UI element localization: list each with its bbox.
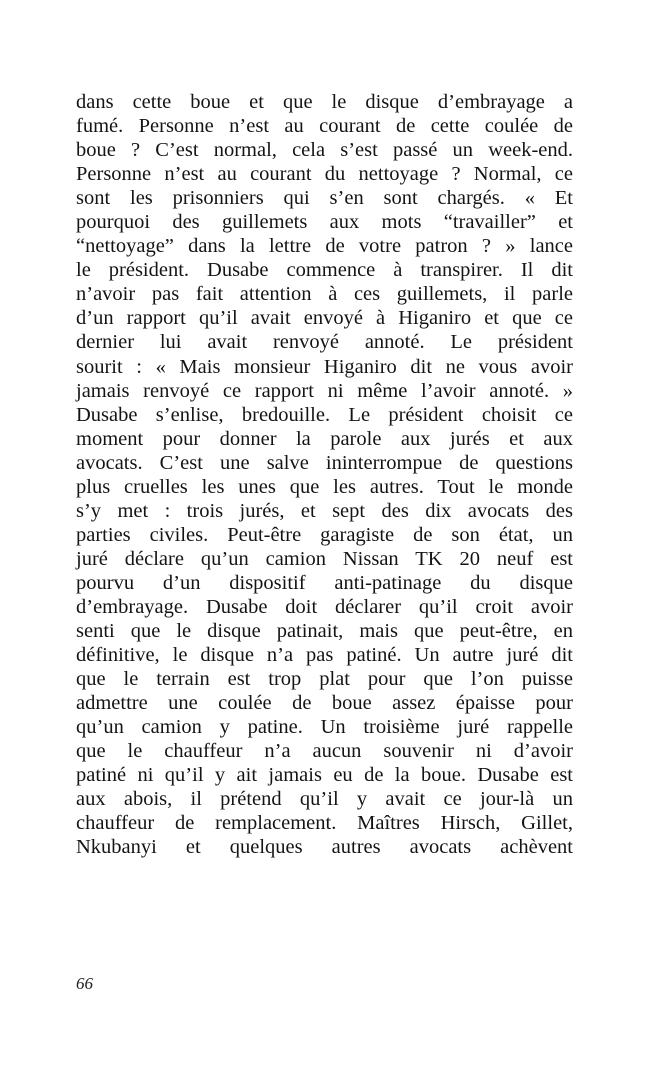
text-line: senti que le disque patinait, mais que peut-être, en [76, 620, 573, 643]
text-line: s’y met : trois jurés, et sept des dix avocats des [76, 499, 573, 522]
text-line: Personne n’est au courant du nettoyage ? Normal, ce [76, 163, 573, 186]
text-line: boue ? C’est normal, cela s’est passé un week-end. [76, 139, 573, 162]
text-line: jamais renvoyé ce rapport ni même l’avoir annoté. » [76, 379, 573, 402]
text-line: dans cette boue et que le disque d’embrayage a [76, 91, 573, 113]
text-line: Nkubanyi et quelques autres avocats achèvent [76, 836, 573, 859]
text-line: sourit : « Mais monsieur Higaniro dit ne vous avoir [76, 355, 573, 378]
text-line: juré déclare qu’un camion Nissan TK 20 neuf est [76, 547, 573, 570]
text-line: pourquoi des guillemets aux mots “travailler” et [76, 211, 573, 234]
text-line: plus cruelles les unes que les autres. Tout le monde [76, 475, 573, 498]
text-line: moment pour donner la parole aux jurés et aux [76, 427, 573, 450]
text-line: avocats. C’est une salve ininterrompue de questions [76, 451, 573, 474]
text-line: que le terrain est trop plat pour que l’on puisse [76, 668, 573, 691]
text-line: le président. Dusabe commence à transpirer. Il dit [76, 259, 573, 282]
text-line: d’un rapport qu’il avait envoyé à Higaniro et que ce [76, 307, 573, 330]
text-line: patiné ni qu’il y ait jamais eu de la boue. Dusabe est [76, 764, 573, 787]
text-line: chauffeur de remplacement. Maîtres Hirsch, Gillet, [76, 812, 573, 835]
text-line: fumé. Personne n’est au courant de cette coulée de [76, 115, 573, 138]
text-line: parties civiles. Peut-être garagiste de son état, un [76, 523, 573, 546]
text-line: sont les prisonniers qui s’en sont chargés. « Et [76, 187, 573, 210]
text-line: qu’un camion y patine. Un troisième juré rappelle [76, 716, 573, 739]
text-line: admettre une coulée de boue assez épaisse pour [76, 692, 573, 715]
text-line: “nettoyage” dans la lettre de votre patron ? » lance [76, 235, 573, 258]
text-line: n’avoir pas fait attention à ces guillemets, il parle [76, 283, 573, 306]
text-line: pourvu d’un dispositif anti-patinage du disque [76, 571, 573, 594]
page-number: 66 [76, 974, 93, 993]
text-line: d’embrayage. Dusabe doit déclarer qu’il croit avoir [76, 595, 573, 618]
text-line: Dusabe s’enlise, bredouille. Le président choisit ce [76, 403, 573, 426]
text-line: que le chauffeur n’a aucun souvenir ni d’avoir [76, 740, 573, 763]
text-line: aux abois, il prétend qu’il y avait ce jour-là un [76, 788, 573, 811]
text-line: dernier lui avait renvoyé annoté. Le président [76, 331, 573, 354]
text-line: définitive, le disque n’a pas patiné. Un autre juré dit [76, 644, 573, 667]
body-text [76, 90, 573, 860]
